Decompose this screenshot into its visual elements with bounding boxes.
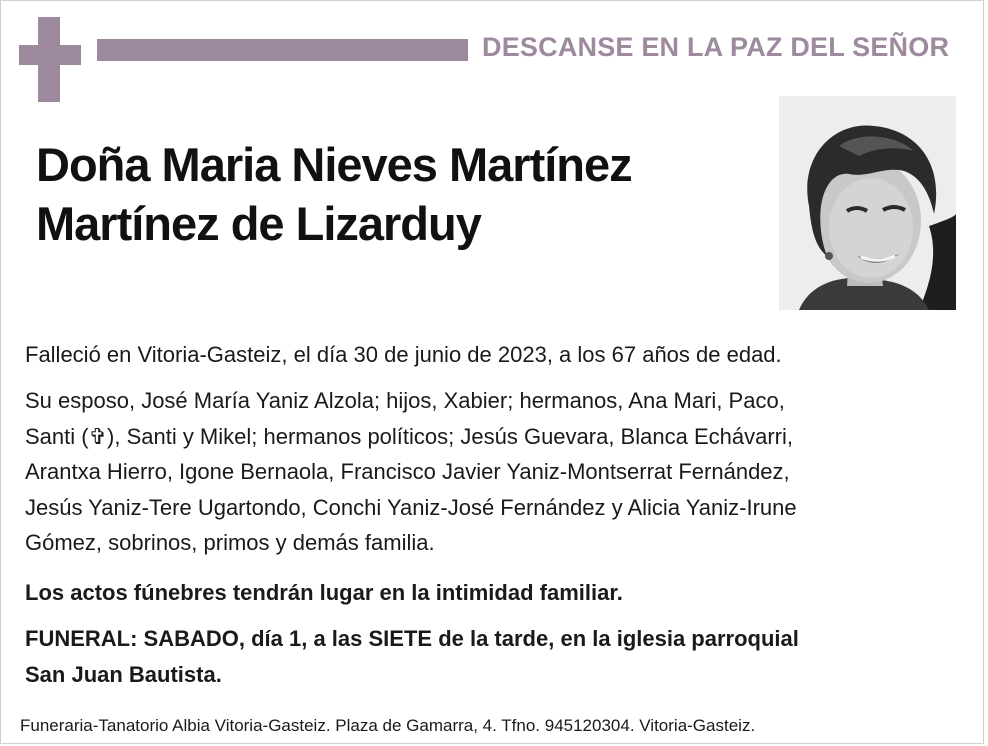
funeral-home-footer: Funeraria-Tanatorio Albia Vitoria-Gasteiz. Plaza de Gamarra, 4. Tfno. 945120304. Vitoria-Gasteiz.: [20, 716, 756, 735]
header-bar: [97, 39, 468, 61]
funeral-line: San Juan Bautista.: [25, 661, 222, 687]
deceased-name: [36, 135, 766, 253]
portrait-icon: [779, 96, 956, 310]
portrait-photo: [779, 96, 956, 310]
family-line: Gómez, sobrinos, primos y demás familia.: [25, 530, 435, 555]
family-list: [25, 383, 797, 561]
name-line-2: Martínez de Lizarduy: [36, 197, 481, 250]
death-notice: Falleció en Vitoria-Gasteiz, el día 30 de junio de 2023, a los 67 años de edad.: [25, 342, 782, 367]
family-line: Su esposo, José María Yaniz Alzola; hijos, Xabier; hermanos, Ana Mari, Paco,: [25, 388, 785, 413]
family-line: Santi (✞), Santi y Mikel; hermanos políticos; Jesús Guevara, Blanca Echávarri,: [25, 423, 793, 449]
name-line-1: Doña Maria Nieves Martínez: [36, 138, 632, 191]
funeral-line: FUNERAL: SABADO, día 1, a las SIETE de la tarde, en la iglesia parroquial: [25, 626, 799, 651]
funeral-acts-notice: Los actos fúnebres tendrán lugar en la intimidad familiar.: [25, 580, 623, 605]
family-line: Arantxa Hierro, Igone Bernaola, Francisco Javier Yaniz-Montserrat Fernández,: [25, 459, 790, 484]
cross-icon: [19, 17, 81, 102]
header-title: DESCANSE EN LA PAZ DEL SEÑOR: [482, 32, 950, 62]
funeral-details: [25, 621, 799, 692]
family-line: Jesús Yaniz-Tere Ugartondo, Conchi Yaniz-José Fernández y Alicia Yaniz-Irune: [25, 494, 797, 520]
